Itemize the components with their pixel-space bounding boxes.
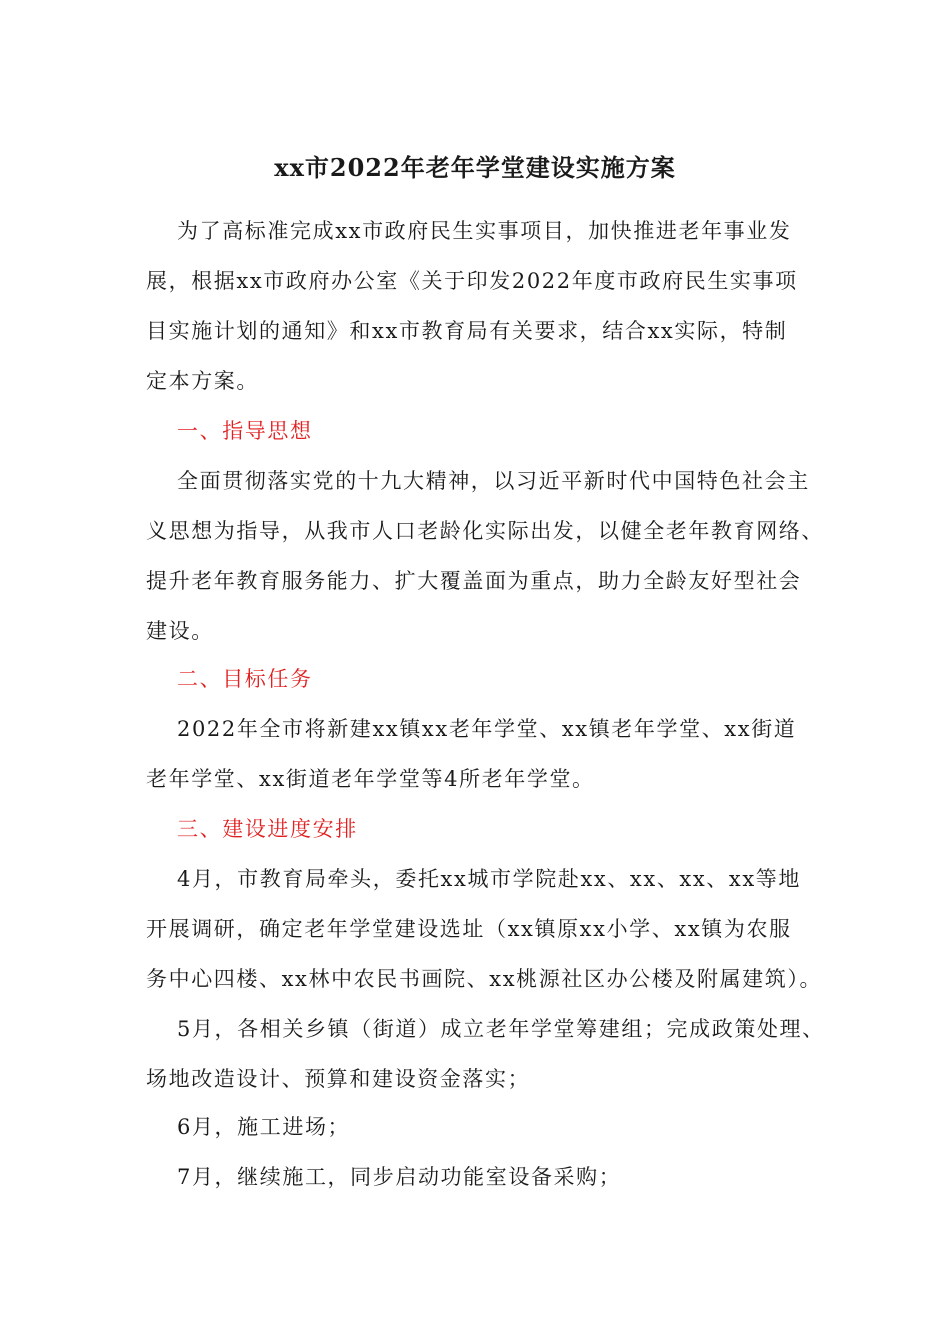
paragraph-line: 4月，市教育局牵头，委托xx城市学院赴xx、xx、xx、xx等地: [177, 867, 801, 891]
paragraph-line: 务中心四楼、xx林中农民书画院、xx桃源社区办公楼及附属建筑）。: [146, 967, 823, 991]
paragraph-line: 开展调研，确定老年学堂建设选址（xx镇原xx小学、xx镇为农服: [146, 917, 792, 941]
section-heading-schedule: 三、建设进度安排: [177, 817, 358, 841]
paragraph-line: 义思想为指导，从我市人口老龄化实际出发，以健全老年教育网络、: [146, 519, 824, 543]
intro-line: 为了高标准完成xx市政府民生实事项目，加快推进老年事业发: [177, 219, 792, 243]
paragraph-line: 建设。: [146, 619, 214, 643]
intro-line: 目实施计划的通知》和xx市教育局有关要求，结合xx实际，特制: [146, 319, 788, 343]
paragraph-line: 7月，继续施工，同步启动功能室设备采购；: [177, 1165, 622, 1189]
paragraph-line: 全面贯彻落实党的十九大精神，以习近平新时代中国特色社会主: [177, 469, 810, 493]
paragraph-line: 场地改造设计、预算和建设资金落实；: [146, 1067, 531, 1091]
paragraph-line: 提升老年教育服务能力、扩大覆盖面为重点，助力全龄友好型社会: [146, 569, 802, 593]
paragraph-line: 5月，各相关乡镇（街道）成立老年学堂筹建组；完成政策处理、: [177, 1017, 825, 1041]
paragraph-line: 6月，施工进场；: [177, 1115, 351, 1139]
section-heading-guiding-ideology: 一、指导思想: [177, 419, 313, 443]
paragraph-line: 老年学堂、xx街道老年学堂等4所老年学堂。: [146, 767, 595, 791]
document-title: xx市2022年老年学堂建设实施方案: [274, 153, 676, 182]
section-heading-goals: 二、目标任务: [177, 667, 313, 691]
intro-line: 定本方案。: [146, 369, 259, 393]
paragraph-line: 2022年全市将新建xx镇xx老年学堂、xx镇老年学堂、xx街道: [177, 717, 797, 741]
intro-line: 展，根据xx市政府办公室《关于印发2022年度市政府民生实事项: [146, 269, 798, 293]
